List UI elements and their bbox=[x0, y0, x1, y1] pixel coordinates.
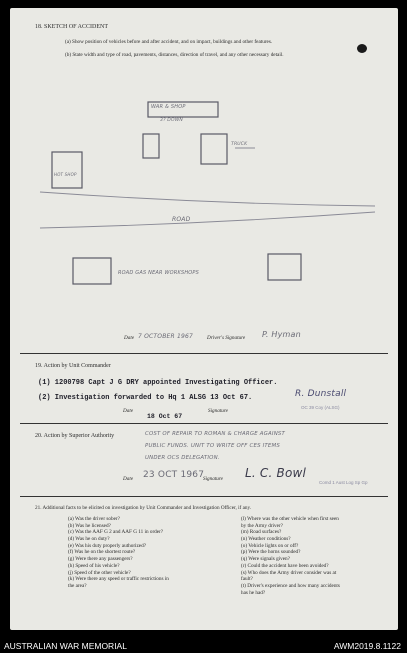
superior-authority-signature: L. C. Bowl bbox=[245, 466, 307, 480]
question-item: fault? bbox=[241, 576, 253, 583]
unit-commander-signature: R. Dunstall bbox=[295, 389, 347, 399]
section21-right-questions bbox=[241, 516, 340, 596]
section20-sig-label: Signature bbox=[203, 476, 223, 482]
unit-stamp: OC 39 Coy (ALSG) bbox=[301, 405, 340, 410]
road-edge-upper bbox=[40, 192, 375, 206]
question-item: (q) Were signals given? bbox=[241, 556, 290, 563]
hot-shop-box bbox=[52, 152, 82, 188]
section20-heading: 20. Action by Superior Authority bbox=[35, 433, 115, 439]
section20-note-line2: PUBLIC FUNDS. UNIT TO WRITE OFF CES ITEMS bbox=[145, 443, 280, 449]
question-item: (t) Driver's experience and how many accidents bbox=[241, 582, 340, 589]
section20-date-value: 23 OCT 1967 bbox=[143, 470, 205, 480]
question-item: (r) Could the accident have been avoided? bbox=[241, 562, 329, 569]
road-edge-lower bbox=[40, 212, 375, 228]
section18-date-value: 7 OCTOBER 1967 bbox=[138, 333, 194, 340]
building-box-bottom-left bbox=[73, 258, 111, 284]
vehicle-box-right bbox=[201, 134, 227, 164]
section19-line2: (2) Investigation forwarded to Hq 1 ALSG 13 Oct 67. bbox=[38, 394, 253, 402]
section20-note-line3: UNDER OCS DELEGATION. bbox=[145, 455, 220, 461]
document-page bbox=[10, 8, 398, 630]
question-item: has he had? bbox=[241, 589, 266, 596]
question-item: (d) Was he on duty? bbox=[68, 536, 110, 543]
vehicle-box-small bbox=[143, 134, 159, 158]
section18-item-a: (a) Show position of vehicles before and after accident, and on impact, buildings and other features. bbox=[65, 39, 273, 45]
question-item: (g) Were there any passengers? bbox=[68, 556, 133, 563]
section21-left-questions bbox=[68, 516, 169, 590]
section18-sig-label: Driver's Signature bbox=[207, 335, 246, 341]
section18-item-b: (b) State width and type of road, pavements, distances, direction of travel, and any other necessary detail. bbox=[65, 52, 284, 58]
footer-collection-name: AUSTRALIAN WAR MEMORIAL bbox=[4, 641, 127, 651]
question-item: the area? bbox=[68, 582, 87, 589]
section21-heading: 21. Additional facts to be elicited on investigation by Unit Commander and Investigation Officer, if any. bbox=[35, 505, 252, 511]
sketch-side-label: TRUCK bbox=[231, 142, 248, 147]
building-box-bottom-right bbox=[268, 254, 301, 280]
section19-date-label: Date bbox=[123, 408, 134, 414]
divider-20-21 bbox=[20, 496, 388, 497]
question-item: (e) Was his duty properly authorized? bbox=[68, 542, 146, 549]
question-item: (n) Weather conditions? bbox=[241, 536, 291, 543]
sketch-hot-shop-label: HOT SHOP bbox=[54, 172, 77, 177]
question-item: (s) Who does the Army driver consider was at bbox=[241, 569, 337, 576]
question-item: (p) Were the horns sounded? bbox=[241, 549, 301, 556]
question-item: (o) Vehicle lights on or off? bbox=[241, 542, 299, 549]
section20-date-label: Date bbox=[123, 476, 134, 482]
sketch-sub-label: 3? DOWN bbox=[160, 118, 183, 123]
question-item: (m) Road surfaces? bbox=[241, 529, 282, 536]
question-item: (k) Were there any speed or traffic restrictions in bbox=[68, 576, 169, 583]
section19-line1: (1) 1200798 Capt J G DRY appointed Investigating Officer. bbox=[38, 379, 278, 387]
section18-heading: 18. SKETCH OF ACCIDENT bbox=[35, 24, 109, 30]
divider-19-20 bbox=[20, 423, 388, 424]
question-item: (l) Where was the other vehicle when first seen bbox=[241, 516, 339, 522]
question-item: (a) Was the driver sober? bbox=[68, 516, 120, 522]
question-item: (b) Was he licensed? bbox=[68, 522, 111, 529]
section19-sig-label: Signature bbox=[208, 408, 228, 414]
sketch-bottom-label: ROAD GAS NEAR WORKSHOPS bbox=[118, 270, 200, 276]
divider-18-19 bbox=[20, 353, 388, 354]
section20-note-line1: COST OF REPAIR TO ROMAN & CHARGE AGAINST bbox=[145, 431, 286, 437]
sketch-shop-label: WAR & SHOP bbox=[151, 104, 186, 110]
driver-signature: P. Hyman bbox=[262, 330, 301, 339]
section19-date-value: 18 Oct 67 bbox=[147, 413, 183, 420]
section19-heading: 19. Action by Unit Commander bbox=[35, 363, 111, 369]
question-item: (f) Was he on the shortest route? bbox=[68, 549, 136, 556]
question-item: (h) Speed of his vehicle? bbox=[68, 562, 120, 569]
question-item: by the Army driver? bbox=[241, 522, 283, 529]
superior-authority-title: Comd 1 Aust Log Sp Gp bbox=[319, 480, 368, 485]
sketch-road-label: ROAD bbox=[172, 216, 191, 223]
question-item: (c) Was the AAF G 2 and AAF G 11 in order? bbox=[68, 529, 164, 536]
section18-date-label: Date bbox=[124, 335, 135, 341]
footer-accession-number: AWM2019.8.1122 bbox=[333, 641, 401, 651]
question-item: (j) Speed of the other vehicle? bbox=[68, 569, 131, 576]
